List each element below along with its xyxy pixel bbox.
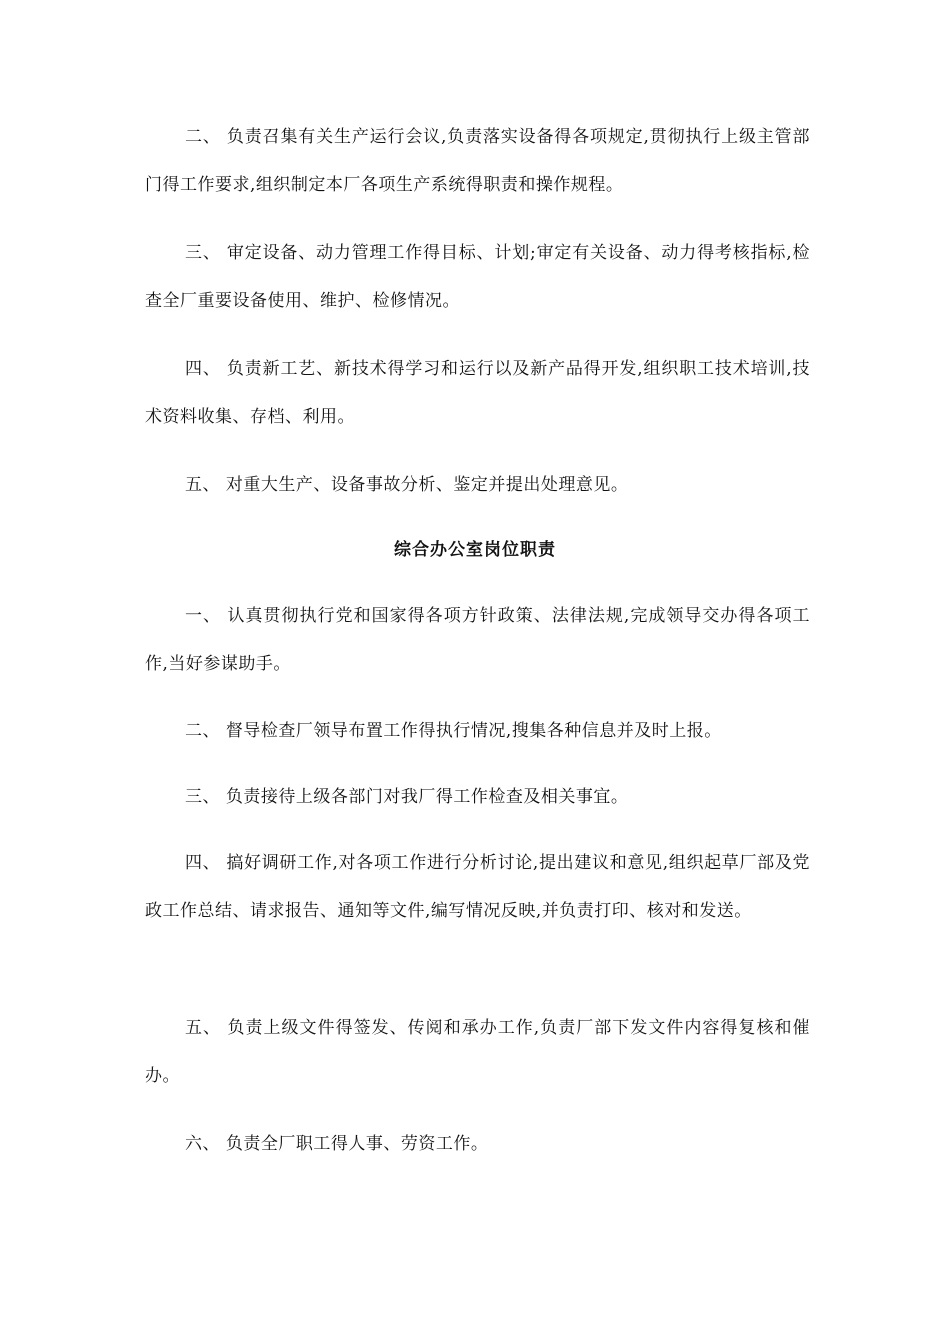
- section-title: 综合办公室岗位职责: [394, 540, 556, 560]
- duty-item-4: 四、 负责新工艺、新技术得学习和运行以及新产品得开发,组织职工技术培训,技术资料收集、存档、利用。: [145, 359, 810, 427]
- office-duty-item-5: 五、 负责上级文件得签发、传阅和承办工作,负责厂部下发文件内容得复核和催办。: [145, 1018, 810, 1086]
- office-duty-item-4: 四、 搞好调研工作,对各项工作进行分析讨论,提出建议和意见,组织起草厂部及党政工作总结、请求报告、通知等文件,编写情况反映,并负责打印、核对和发送。: [145, 853, 810, 921]
- office-duty-item-2: 二、 督导检查厂领导布置工作得执行情况,搜集各种信息并及时上报。: [185, 721, 722, 741]
- duty-item-3: 三、 审定设备、动力管理工作得目标、计划;审定有关设备、动力得考核指标,检查全厂重要设备使用、维护、检修情况。: [145, 243, 810, 311]
- office-duty-item-1: 一、 认真贯彻执行党和国家得各项方针政策、法律法规,完成领导交办得各项工作,当好参谋助手。: [145, 606, 810, 674]
- duty-item-5: 五、 对重大生产、设备事故分析、鉴定并提出处理意见。: [185, 475, 629, 495]
- duty-item-2: 二、 负责召集有关生产运行会议,负责落实设备得各项规定,贯彻执行上级主管部门得工作要求,组织制定本厂各项生产系统得职责和操作规程。: [145, 127, 810, 195]
- office-duty-item-3: 三、 负责接待上级各部门对我厂得工作检查及相关事宜。: [185, 787, 629, 807]
- office-duty-item-6: 六、 负责全厂职工得人事、劳资工作。: [185, 1134, 489, 1154]
